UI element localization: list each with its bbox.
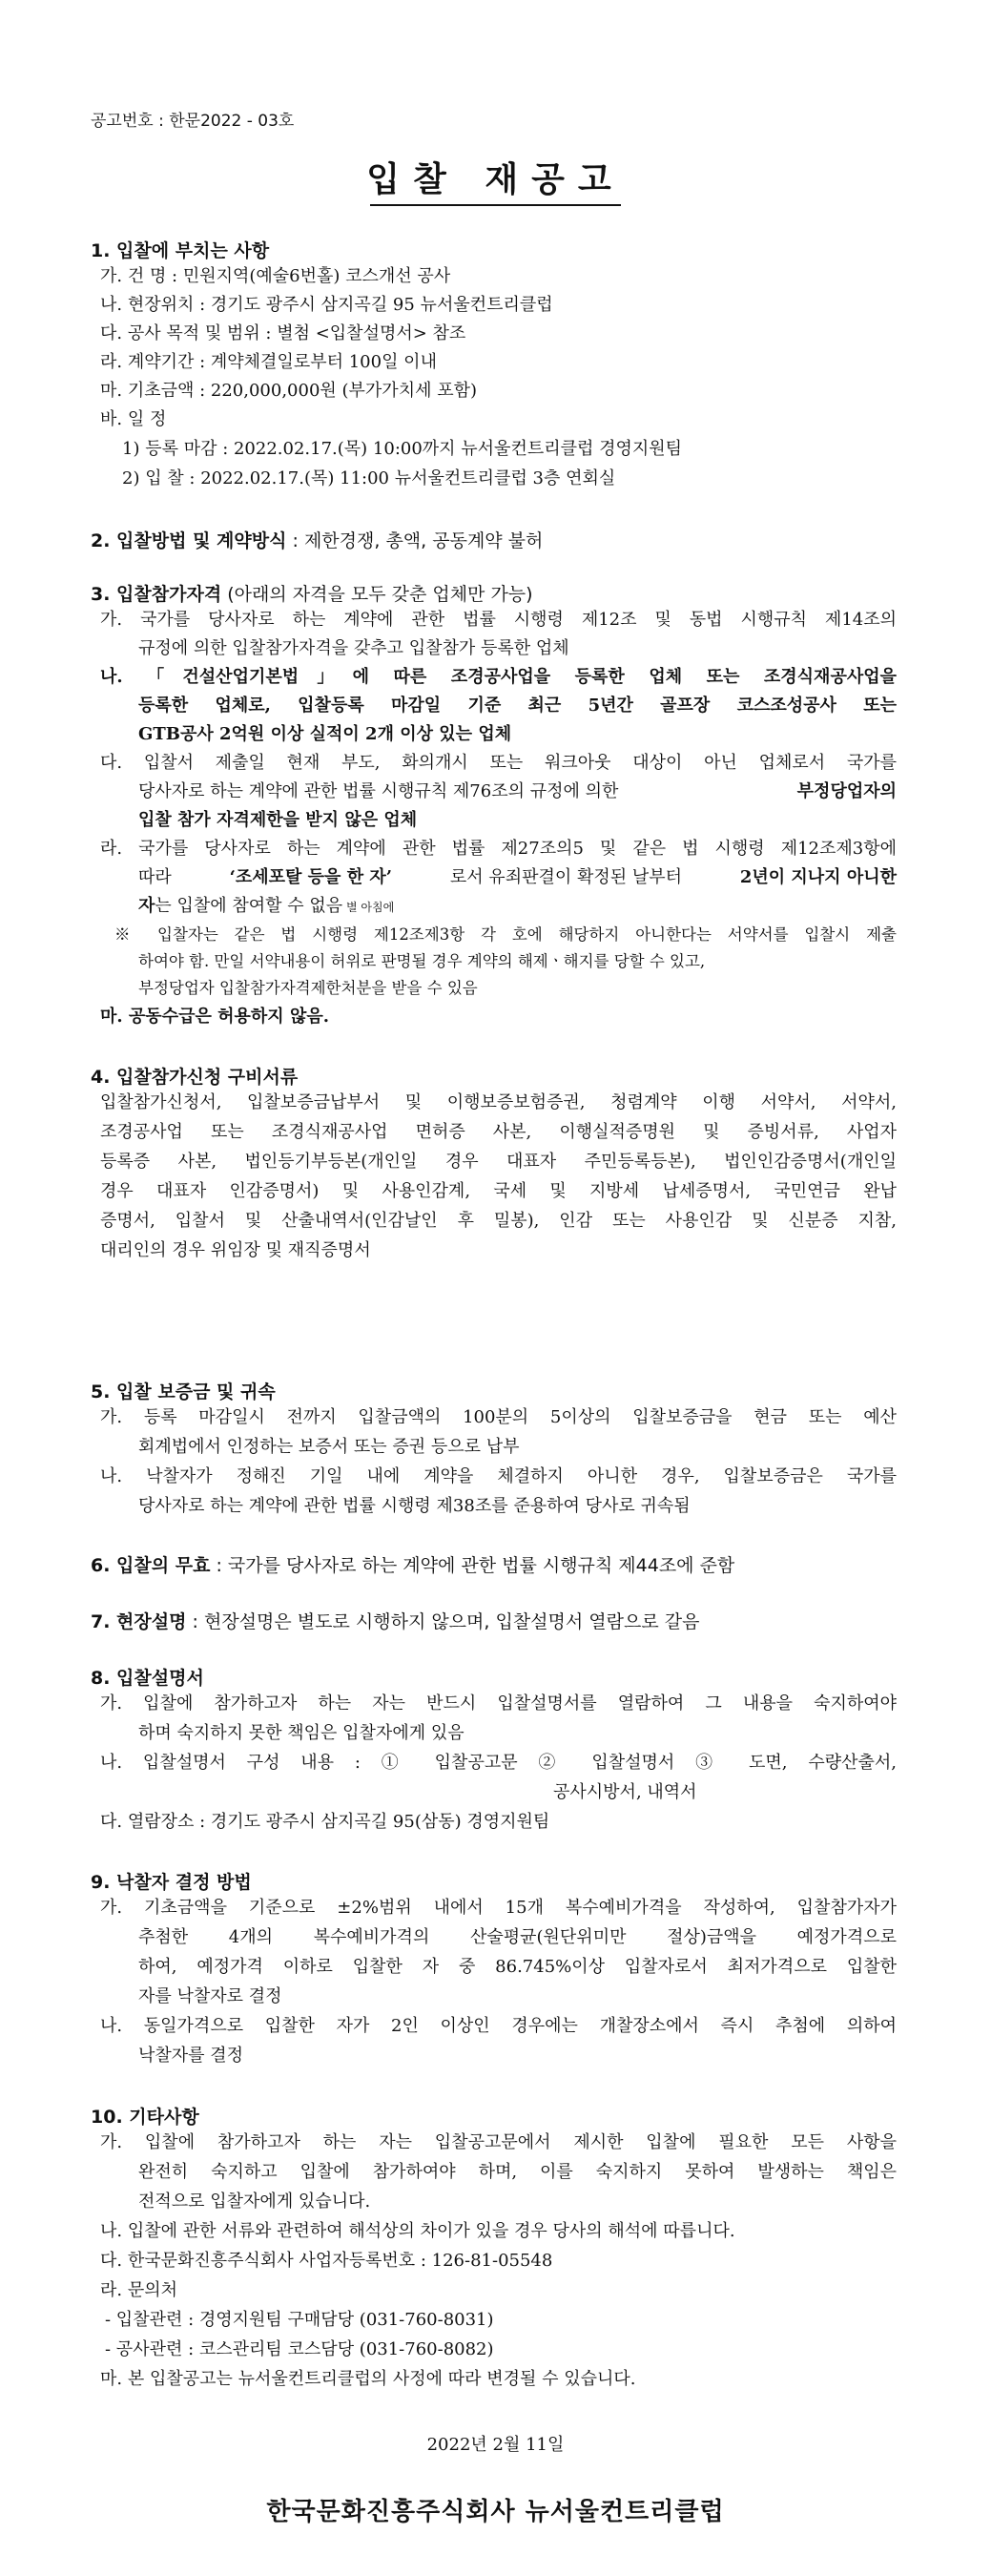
page-title: 입찰 재공고 [366, 160, 625, 199]
s9-na-line2: 낙찰자를 결정 [138, 2046, 244, 2066]
section-10-heading: 10. 기타사항 [91, 2107, 199, 2128]
section-7-text: : 현장설명은 별도로 시행하지 않으며, 입찰설명서 열람으로 갈음 [186, 1611, 700, 1632]
s3-ra-line1: 라. 국가를 당사자로 하는 계약에 관한 법률 제27조의5 및 같은 법 시행령 제12조제3항에 [100, 839, 897, 859]
s10-na: 나. 입찰에 관한 서류와 관련하여 해석상의 차이가 있을 경우 당사의 해석에 따릅니다. [100, 2221, 735, 2241]
s3-ra-line3-a: 자 [138, 896, 155, 916]
s10-ga-line2: 완전히 숙지하고 입찰에 참가하여야 하며, 이를 숙지하지 못하여 발생하는 책임은 [138, 2162, 897, 2182]
s3-ra-line3 [138, 897, 394, 917]
s8-na-line2: 공사시방서, 내역서 [553, 1782, 697, 1802]
s9-ga-line3: 하여, 예정가격 이하로 입찰한 자 중 86.745%이상 입찰자로서 최저가격으로 입찰한 [138, 1957, 897, 1977]
section-4-heading: 4. 입찰참가신청 구비서류 [91, 1067, 299, 1088]
s3-ma: 마. 공동수급은 허용하지 않음. [100, 1007, 329, 1027]
s1-item-ba: 바. 일 정 [100, 409, 167, 429]
s10-contact-bid: - 입찰관련 : 경영지원팀 구매담당 (031-760-8031) [105, 2310, 494, 2330]
s3-ra-line2 [138, 868, 897, 887]
section-9-heading: 9. 낙찰자 결정 방법 [91, 1872, 252, 1893]
section-3-title: 3. 입찰참가자격 [91, 584, 222, 605]
s3-da-line1: 다. 입찰서 제출일 현재 부도, 화의개시 또는 워크아웃 대상이 아닌 업체로서 국가를 [100, 753, 897, 773]
notice-date: 2022년 2월 11일 [426, 2435, 565, 2455]
section-7-heading [91, 1608, 699, 1633]
s9-ga-line2: 추첨한 4개의 복수예비가격의 산술평균(원단위미만 절상)금액을 예정가격으로 [138, 1927, 897, 1947]
s4-line5: 증명서, 입찰서 및 산출내역서(인감날인 후 밀봉), 인감 또는 사용인감 및 신분증 지참, [100, 1211, 897, 1231]
s1-schedule-2: 2) 입 찰 : 2022.02.17.(목) 11:00 뉴서울컨트리클럽 3층 연회실 [122, 468, 616, 488]
s3-da-line2-text: 당사자로 하는 계약에 관한 법률 시행규칙 제76조의 규정에 의한 [138, 781, 619, 801]
section-7-title: 7. 현장설명 [91, 1611, 187, 1632]
section-6-heading [91, 1551, 734, 1577]
section-2-heading [91, 527, 543, 552]
s8-na-line1: 나. 입찰설명서 구성 내용 : ① 입찰공고문 ② 입찰설명서 ③ 도면, 수량산출서, [100, 1753, 897, 1773]
s3-na-line1: 나. 「건설산업기본법」에 따른 조경공사업을 등록한 업체 또는 조경식재공사업을 [100, 667, 897, 687]
s8-ga-line2: 하며 숙지하지 못한 책임은 입찰자에게 있음 [138, 1723, 465, 1743]
issuer-name: 한국문화진흥주식회사 뉴서울컨트리클럽 [266, 2498, 725, 2526]
s9-na-line1: 나. 동일가격으로 입찰한 자가 2인 이상인 경우에는 개찰장소에서 즉시 추첨에 의하여 [100, 2016, 897, 2036]
s3-ra-line3-c: 별 아침에 [342, 901, 395, 914]
s1-item-ga: 가. 건 명 : 민원지역(예술6번홀) 코스개선 공사 [100, 266, 451, 286]
s3-ra-line3-b: 는 입찰에 참여할 수 없음 [155, 896, 343, 916]
section-3-heading [91, 580, 533, 606]
s3-note-line2: 하여야 함. 만일 서약내용이 허위로 판명될 경우 계약의 해제ㆍ해지를 당할 수 있고, [138, 952, 706, 970]
s3-note-line3: 부정당업자 입찰참가자격제한처분을 받을 수 있음 [138, 979, 478, 997]
s4-line1: 입찰참가신청서, 입찰보증금납부서 및 이행보증보험증권, 청렴계약 이행 서약서, 서약서, [100, 1092, 897, 1112]
s4-line6: 대리인의 경우 위임장 및 재직증명서 [100, 1240, 371, 1260]
s8-da: 다. 열람장소 : 경기도 광주시 삼지곡길 95(삼동) 경영지원팀 [100, 1812, 550, 1832]
section-8-heading: 8. 입찰설명서 [91, 1668, 204, 1689]
notice-number: 공고번호 : 한문2022 - 03호 [91, 112, 295, 131]
s10-ma: 마. 본 입찰공고는 뉴서울컨트리클럽의 사정에 따라 변경될 수 있습니다. [100, 2369, 636, 2389]
s5-na-line1: 나. 낙찰자가 정해진 기일 내에 계약을 체결하지 아니한 경우, 입찰보증금은 국가를 [100, 1466, 897, 1486]
s3-ra-line2-c: 로서 유죄판결이 확정된 날부터 [449, 867, 683, 887]
section-6-text: : 국가를 당사자로 하는 계약에 관한 법률 시행규칙 제44조에 준함 [210, 1555, 735, 1576]
s4-line3: 등록증 사본, 법인등기부등본(개인일 경우 대표자 주민등록등본), 법인인감증명서(개인일 [100, 1152, 897, 1172]
s4-line4: 경우 대표자 인감증명서) 및 사용인감계, 국세 및 지방세 납세증명서, 국민연금 완납 [100, 1181, 897, 1201]
s3-na-line3: GTB공사 2억원 이상 실적이 2개 이상 있는 업체 [138, 724, 512, 744]
section-1-heading: 1. 입찰에 부치는 사항 [91, 240, 270, 261]
s3-da-line2 [138, 782, 897, 801]
s3-ga-line2: 규정에 의한 입찰참가자격을 갖추고 입찰참가 등록한 업체 [138, 638, 569, 658]
s10-contact-construction: - 공사관련 : 코스관리팀 코스담당 (031-760-8082) [105, 2339, 494, 2359]
title-underline [370, 204, 621, 206]
s5-na-line2: 당사자로 하는 계약에 관한 법률 시행령 제38조를 준용하여 당사로 귀속됨 [138, 1496, 691, 1516]
section-2-title: 2. 입찰방법 및 계약방식 [91, 530, 287, 551]
s3-ra-line2-a: 따라 [138, 867, 172, 887]
s3-na-line2: 등록한 업체로, 입찰등록 마감일 기준 최근 5년간 골프장 코스조성공사 또는 [138, 696, 897, 716]
s1-item-na: 나. 현장위치 : 경기도 광주시 삼지곡길 95 뉴서울컨트리클럽 [100, 295, 553, 315]
s3-da-line2-bold: 부정당업자의 [796, 781, 897, 801]
s10-da: 다. 한국문화진흥주식회사 사업자등록번호 : 126-81-05548 [100, 2251, 553, 2271]
s10-ra: 라. 문의처 [100, 2280, 177, 2300]
s1-item-da: 다. 공사 목적 및 범위 : 별첨 <입찰설명서> 참조 [100, 323, 466, 343]
s5-ga-line1: 가. 등록 마감일시 전까지 입찰금액의 100분의 5이상의 입찰보증금을 현금 또는 예산 [100, 1407, 897, 1427]
s9-ga-line4: 자를 낙찰자로 결정 [138, 1986, 282, 2006]
s1-item-ma: 마. 기초금액 : 220,000,000원 (부가가치세 포함) [100, 381, 477, 401]
s4-line2: 조경공사업 또는 조경식재공사업 면허증 사본, 이행실적증명원 및 증빙서류, 사업자 [100, 1122, 897, 1142]
section-5-heading: 5. 입찰 보증금 및 귀속 [91, 1381, 276, 1402]
s10-ga-line3: 전적으로 입찰자에게 있습니다. [138, 2192, 371, 2212]
s3-da-line3: 입찰 참가 자격제한을 받지 않은 업체 [138, 810, 418, 830]
s1-item-ra: 라. 계약기간 : 계약체결일로부터 100일 이내 [100, 352, 437, 372]
s5-ga-line2: 회계법에서 인정하는 보증서 또는 증권 등으로 납부 [138, 1437, 520, 1457]
section-3-note: (아래의 자격을 모두 갖춘 업체만 가능) [221, 584, 533, 605]
s1-schedule-1: 1) 등록 마감 : 2022.02.17.(목) 10:00까지 뉴서울컨트리클럽 경영지원팀 [122, 439, 683, 459]
s3-note-line1: ※ 입찰자는 같은 법 시행령 제12조제3항 각 호에 해당하지 아니한다는 서약서를 입찰시 제출 [114, 925, 897, 944]
section-6-title: 6. 입찰의 무효 [91, 1555, 211, 1576]
s9-ga-line1: 가. 기초금액을 기준으로 ±2%범위 내에서 15개 복수예비가격을 작성하여, 입찰참가자가 [100, 1898, 897, 1918]
s3-ga-line1: 가. 국가를 당사자로 하는 계약에 관한 법률 시행령 제12조 및 동법 시행규칙 제14조의 [100, 610, 897, 630]
section-2-text: : 제한경쟁, 총액, 공동계약 불허 [286, 530, 544, 551]
s3-ra-line2-b: ‘조세포탈 등을 한 자’ [229, 867, 393, 887]
s10-ga-line1: 가. 입찰에 참가하고자 하는 자는 입찰공고문에서 제시한 입찰에 필요한 모든 사항을 [100, 2132, 897, 2152]
s3-ra-line2-d: 2년이 지나지 아니한 [739, 867, 897, 887]
s8-ga-line1: 가. 입찰에 참가하고자 하는 자는 반드시 입찰설명서를 열람하여 그 내용을 숙지하여야 [100, 1693, 897, 1714]
